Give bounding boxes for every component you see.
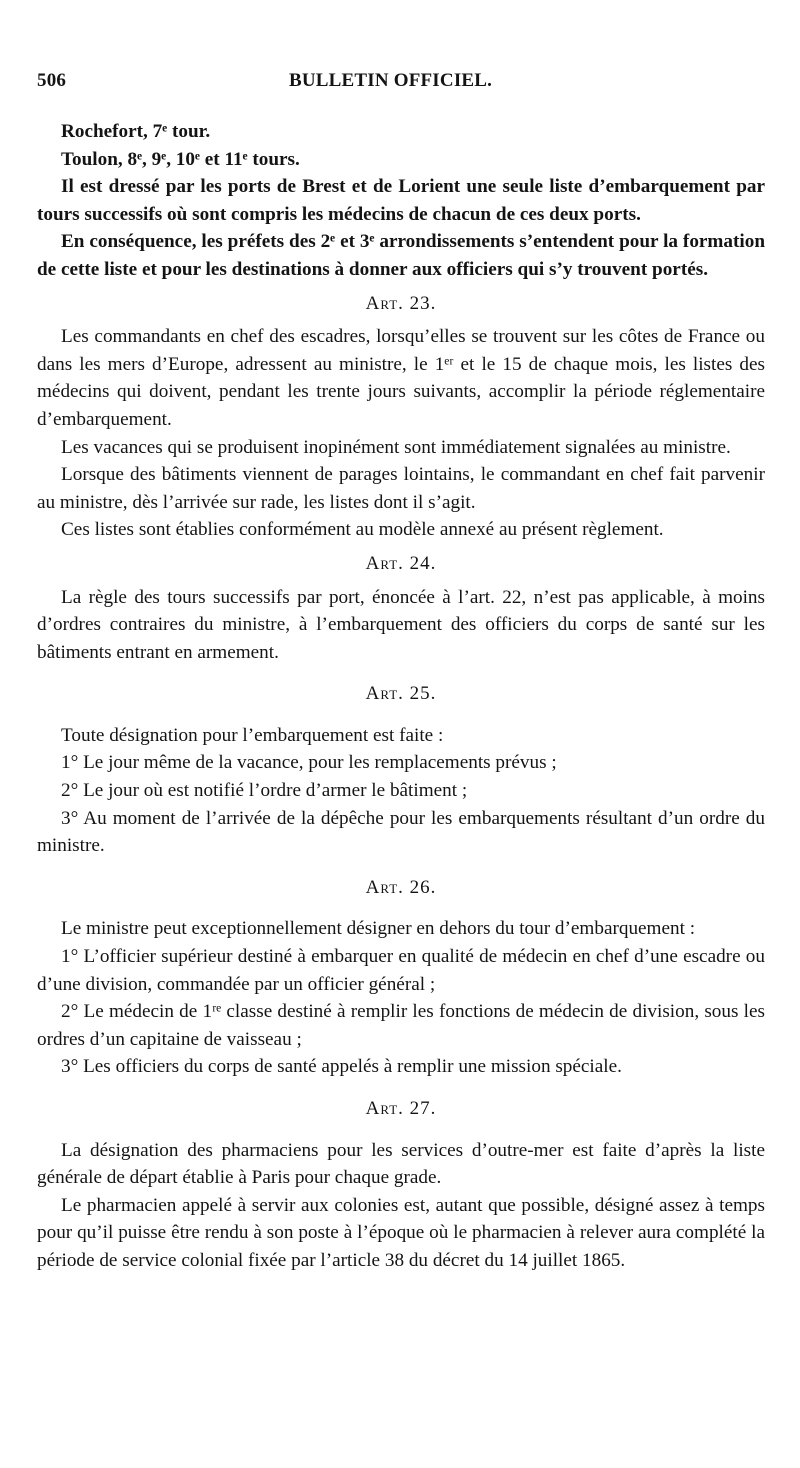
paragraph: En conséquence, les préfets des 2ᵉ et 3ᵉ arrondissements s’entendent pour la formation de cette liste et pour les destinations à donner aux officiers qui s’y trouvent portés. (37, 231, 765, 280)
page-number: 506 (37, 70, 67, 91)
paragraph: Toulon, 8ᵉ, 9ᵉ, 10ᵉ et 11ᵉ tours. (61, 148, 300, 170)
paragraph: Ces listes sont établies conformément au modèle annexé au présent règlement. (61, 519, 664, 541)
page-header (37, 70, 765, 118)
paragraph: Il est dressé par les ports de Brest et de Lorient une seule liste d’embarquement par tours successifs où sont compris les médecins de chacun de ces deux ports. (37, 176, 765, 225)
paragraph: 3° Au moment de l’arrivée de la dépêche pour les embarquements résultant d’un ordre du ministre. (37, 807, 765, 857)
article-heading: Art. 24. (365, 552, 437, 574)
article-heading: Art. 23. (365, 292, 437, 314)
running-title: BULLETIN OFFICIEL. (288, 70, 493, 91)
article-heading: Art. 27. (365, 1098, 437, 1119)
paragraph: La règle des tours successifs par port, énoncée à l’art. 22, n’est pas applicable, à moins d’ordres contraires du ministre, à l’embarquement des officiers du corps de santé sur les bâtiments entrant en armement. (37, 586, 765, 663)
paragraph: La désignation des pharmaciens pour les services d’outre-mer est faite d’après la liste générale de départ établie à Paris pour chaque grade. (37, 1139, 765, 1189)
article-heading: Art. 26. (365, 876, 437, 898)
paragraph: 2° Le médecin de 1ʳᵉ classe destiné à remplir les fonctions de médecin de division, sous les ordres d’un capitaine de vaisseau ; (37, 1001, 765, 1050)
paragraph: Les commandants en chef des escadres, lorsqu’elles se trouvent sur les côtes de France ou dans les mers d’Europe, adressent au ministre, le 1ᵉʳ et le 15 de chaque mois, les listes des médecins qui doivent, pendant les trente jours suivants, accomplir la période réglementaire d’embarquement. (37, 326, 765, 430)
paragraph: Le ministre peut exceptionnellement désigner en dehors du tour d’embarquement : (61, 918, 696, 940)
document-page (37, 70, 765, 1275)
paragraph: 3° Les officiers du corps de santé appelés à remplir une mission spéciale. (61, 1056, 622, 1078)
paragraph: Rochefort, 7ᵉ tour. (61, 121, 211, 142)
paragraph: Toute désignation pour l’embarquement est faite : (61, 724, 444, 746)
paragraph: 2° Le jour où est notifié l’ordre d’armer le bâtiment ; (61, 780, 468, 802)
paragraph: Les vacances qui se produisent inopinément sont immédiatement signalées au ministre. (61, 436, 731, 458)
paragraph: 1° Le jour même de la vacance, pour les remplacements prévus ; (61, 752, 557, 774)
paragraph: 1° L’officier supérieur destiné à embarquer en qualité de médecin en chef d’une escadre ou d’une division, commandée par un officier général ; (37, 946, 765, 995)
document-body (37, 118, 765, 1275)
article-heading: Art. 25. (365, 683, 437, 705)
paragraph: Lorsque des bâtiments viennent de parages lointains, le commandant en chef fait parvenir au ministre, dès l’arrivée sur rade, les listes dont il s’agit. (37, 464, 765, 513)
paragraph: Le pharmacien appelé à servir aux colonies est, autant que possible, désigné assez à temps pour qu’il puisse être rendu à son poste à l’époque où le pharmacien à relever aura complété la période de service colonial fixée par l’article 38 du décret du 14 juillet 1865. (37, 1194, 765, 1271)
